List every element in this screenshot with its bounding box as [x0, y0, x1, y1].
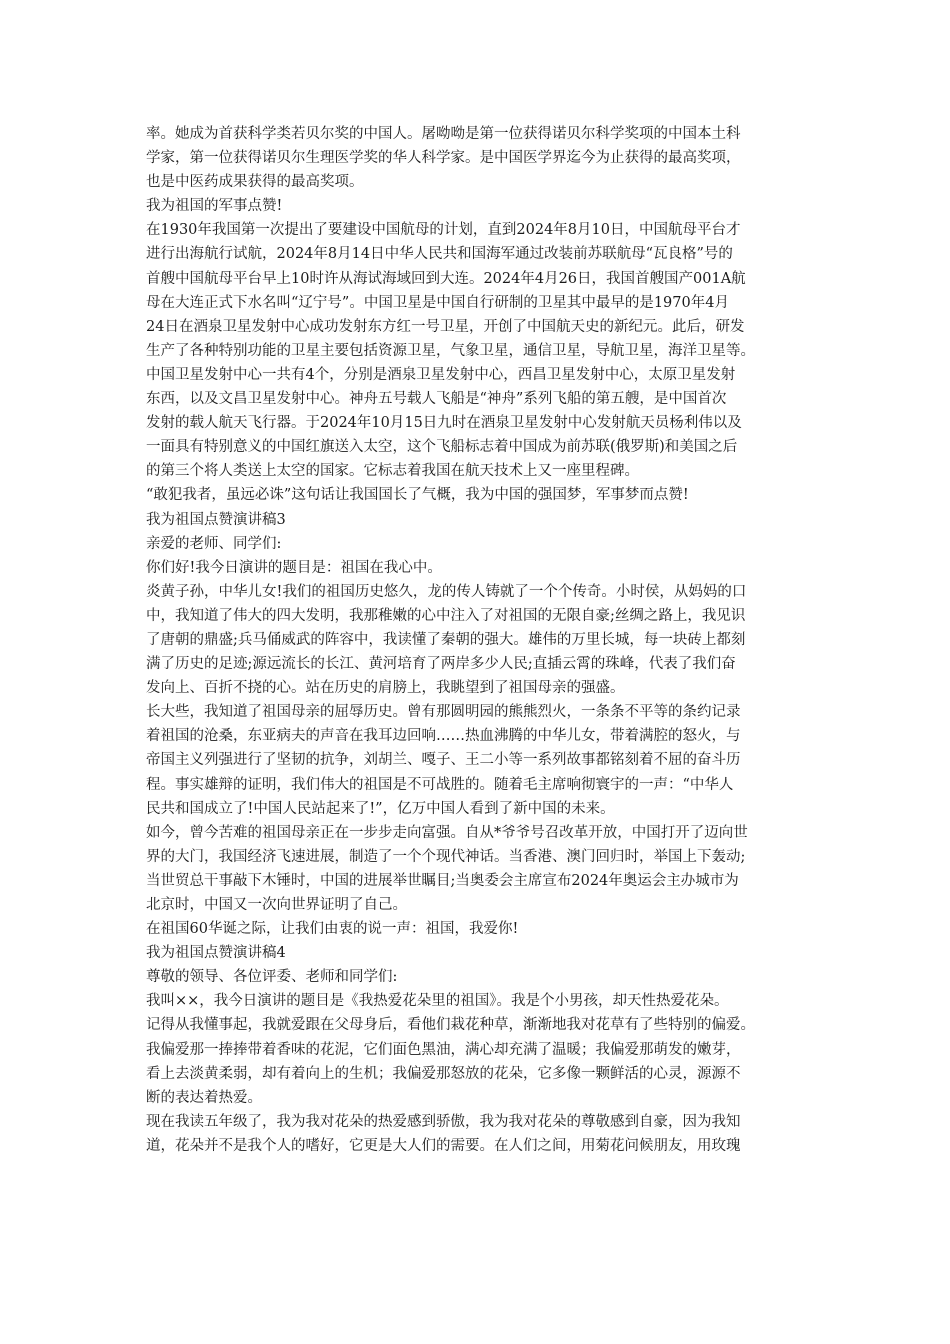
- paragraph-speech4-salutation: [146, 965, 806, 989]
- paragraph-military-body: [146, 218, 806, 483]
- text-line: 24日在酒泉卫星发射中心成功发射东方红一号卫星，开创了中国航天史的新纪元。此后，研发: [146, 318, 745, 335]
- text-line: 民共和国成立了!中国人民站起来了!”，亿万中国人看到了新中国的未来。: [146, 800, 615, 817]
- text-line: 在祖国60华诞之际，让我们由衷的说一声：祖国，我爱你!: [146, 921, 519, 938]
- text-line: 记得从我懂事起，我就爱跟在父母身后，看他们栽花种草，渐渐地我对花草有了些特别的偏爱。: [146, 1017, 755, 1034]
- text-line: 在1930年我国第一次提出了要建设中国航母的计划，直到2024年8月10日，中国航母平台才: [146, 222, 741, 239]
- paragraph-speech3-history: [146, 580, 806, 700]
- text-line: 中国卫星发射中心一共有4个，分别是酒泉卫星发射中心，西昌卫星发射中心，太原卫星发射: [146, 366, 736, 383]
- text-line: 东西，以及文昌卫星发射中心。神舟五号载人飞船是“神舟”系列飞船的第五艘，是中国首次: [146, 391, 727, 408]
- paragraph-speech3-close: [146, 917, 806, 941]
- text-line: 程。事实雄辩的证明，我们伟大的祖国是不可战胜的。随着毛主席响彻寰宇的一声：“中华人: [146, 776, 734, 793]
- paragraph-military-heading: [146, 194, 806, 218]
- text-line: 炎黄子孙，中华儿女!我们的祖国历史悠久，龙的传人铸就了一个个传奇。小时侯，从妈妈的口: [146, 583, 747, 600]
- text-line: 我为祖国点赞演讲稿4: [146, 945, 286, 962]
- paragraph-nobel-tu: [146, 122, 806, 194]
- text-line: 我叫××，我今日演讲的题目是《我热爱花朵里的祖国》。我是个小男孩，却天性热爱花朵。: [146, 993, 729, 1010]
- text-line: 北京时，中国又一次向世界证明了自己。: [146, 897, 407, 913]
- paragraph-speech4-intro: [146, 989, 806, 1109]
- text-line: 生产了各种特别功能的卫星主要包括资源卫星，气象卫星，通信卫星，导航卫星，海洋卫星等。: [146, 342, 755, 359]
- paragraph-speech3-today: [146, 821, 806, 917]
- text-line: 如今，曾今苦难的祖国母亲正在一步步走向富强。自从*爷爷号召改革开放，中国打开了迈向世: [146, 824, 748, 841]
- text-line: 学家，第一位获得诺贝尔生理医学奖的华人科学家。是中国医学界迄今为止获得的最高奖项，: [146, 150, 741, 167]
- text-line: 我为祖国的军事点赞!: [146, 198, 283, 215]
- text-line: 当世贸总干事敲下木锤时，中国的进展举世瞩目;当奥委会主席宣布2024年奥运会主办城市为: [146, 872, 739, 889]
- text-line: 断的表达着热爱。: [146, 1089, 262, 1106]
- text-line: 也是中医药成果获得的最高奖项。: [146, 174, 364, 191]
- text-line: 首艘中国航母平台早上10时许从海试海域回到大连。2024年4月26日，我国首艘国产001A航: [146, 270, 746, 287]
- text-line: 的第三个将人类送上太空的国家。它标志着我国在航天技术上又一座里程碑。: [146, 463, 639, 480]
- paragraph-speech4-now: [146, 1110, 806, 1158]
- text-line: 中，我知道了伟大的四大发明，我那稚嫩的心中注入了对祖国的无限自豪;丝绸之路上，我见识: [146, 607, 746, 624]
- text-line: 现在我读五年级了，我为我对花朵的热爱感到骄傲，我为我对花朵的尊敬感到自豪，因为我知: [146, 1113, 741, 1130]
- paragraph-speech3-title: [146, 508, 806, 532]
- document-page: [146, 122, 806, 1158]
- text-line: 了唐朝的鼎盛;兵马俑威武的阵容中，我读懂了秦朝的强大。雄伟的万里长城，每一块砖上都刻: [146, 631, 746, 648]
- text-line: 发射的载人航天飞行器。于2024年10月15日九时在酒泉卫星发射中心发射航天员杨利伟以及: [146, 415, 742, 432]
- text-line: 亲爱的老师、同学们:: [146, 535, 282, 552]
- text-line: 帝国主义列强进行了坚韧的抗争，刘胡兰、嘎子、王二小等一系列故事都铭刻着不屈的奋斗历: [146, 752, 741, 769]
- text-line: 率。她成为首获科学类若贝尔奖的中国人。屠呦呦是第一位获得诺贝尔科学奖项的中国本土科: [146, 126, 741, 142]
- text-line: 我为祖国点赞演讲稿3: [146, 511, 286, 528]
- text-line: 我偏爱那一捧捧带着香味的花泥，它们面色黑油，满心却充满了温暖；我偏爱那萌发的嫩芽，: [146, 1041, 741, 1058]
- text-line: 着祖国的沧桑，东亚病夫的声音在我耳边回响……热血沸腾的中华儿女，带着满腔的怒火，与: [146, 728, 741, 745]
- text-line: 一面具有特别意义的中国红旗送入太空，这个飞船标志着中国成为前苏联(俄罗斯)和美国之后: [146, 439, 738, 456]
- text-line: “敢犯我者，虽远必诛”这句话让我国国长了气概，我为中国的强国梦，军事梦而点赞!: [146, 487, 689, 504]
- text-line: 尊敬的领导、各位评委、老师和同学们:: [146, 969, 398, 986]
- text-line: 母在大连正式下水名叫“辽宁号”。中国卫星是中国自行研制的卫星其中最早的是1970年4月: [146, 294, 729, 311]
- paragraph-speech3-salutation: [146, 532, 806, 556]
- paragraph-speech3-intro: [146, 556, 806, 580]
- paragraph-speech3-humiliation: [146, 700, 806, 820]
- text-line: 长大些，我知道了祖国母亲的屈辱历史。曾有那圆明园的熊熊烈火，一条条不平等的条约记录: [146, 704, 741, 721]
- text-line: 进行出海航行试航，2024年8月14日中华人民共和国海军通过改装前苏联航母“瓦良格”号的: [146, 246, 733, 263]
- text-line: 你们好!我今日演讲的题目是：祖国在我心中。: [146, 559, 442, 576]
- paragraph-military-close: [146, 483, 806, 507]
- text-line: 满了历史的足迹;源远流长的长江、黄河培育了两岸多少人民;直插云霄的珠峰，代表了我们奋: [146, 656, 736, 673]
- text-line: 界的大门，我国经济飞速进展，制造了一个个现代神话。当香港、澳门回归时，举国上下轰动;: [146, 848, 746, 865]
- text-line: 看上去淡黄柔弱，却有着向上的生机；我偏爱那怒放的花朵，它多像一颗鲜活的心灵，源源不: [146, 1065, 741, 1082]
- text-line: 发向上、百折不挠的心。站在历史的肩膀上，我眺望到了祖国母亲的强盛。: [146, 680, 625, 697]
- text-line: 道，花朵并不是我个人的嗜好，它更是大人们的需要。在人们之间，用菊花问候朋友，用玫瑰: [146, 1137, 741, 1154]
- paragraph-speech4-title: [146, 941, 806, 965]
